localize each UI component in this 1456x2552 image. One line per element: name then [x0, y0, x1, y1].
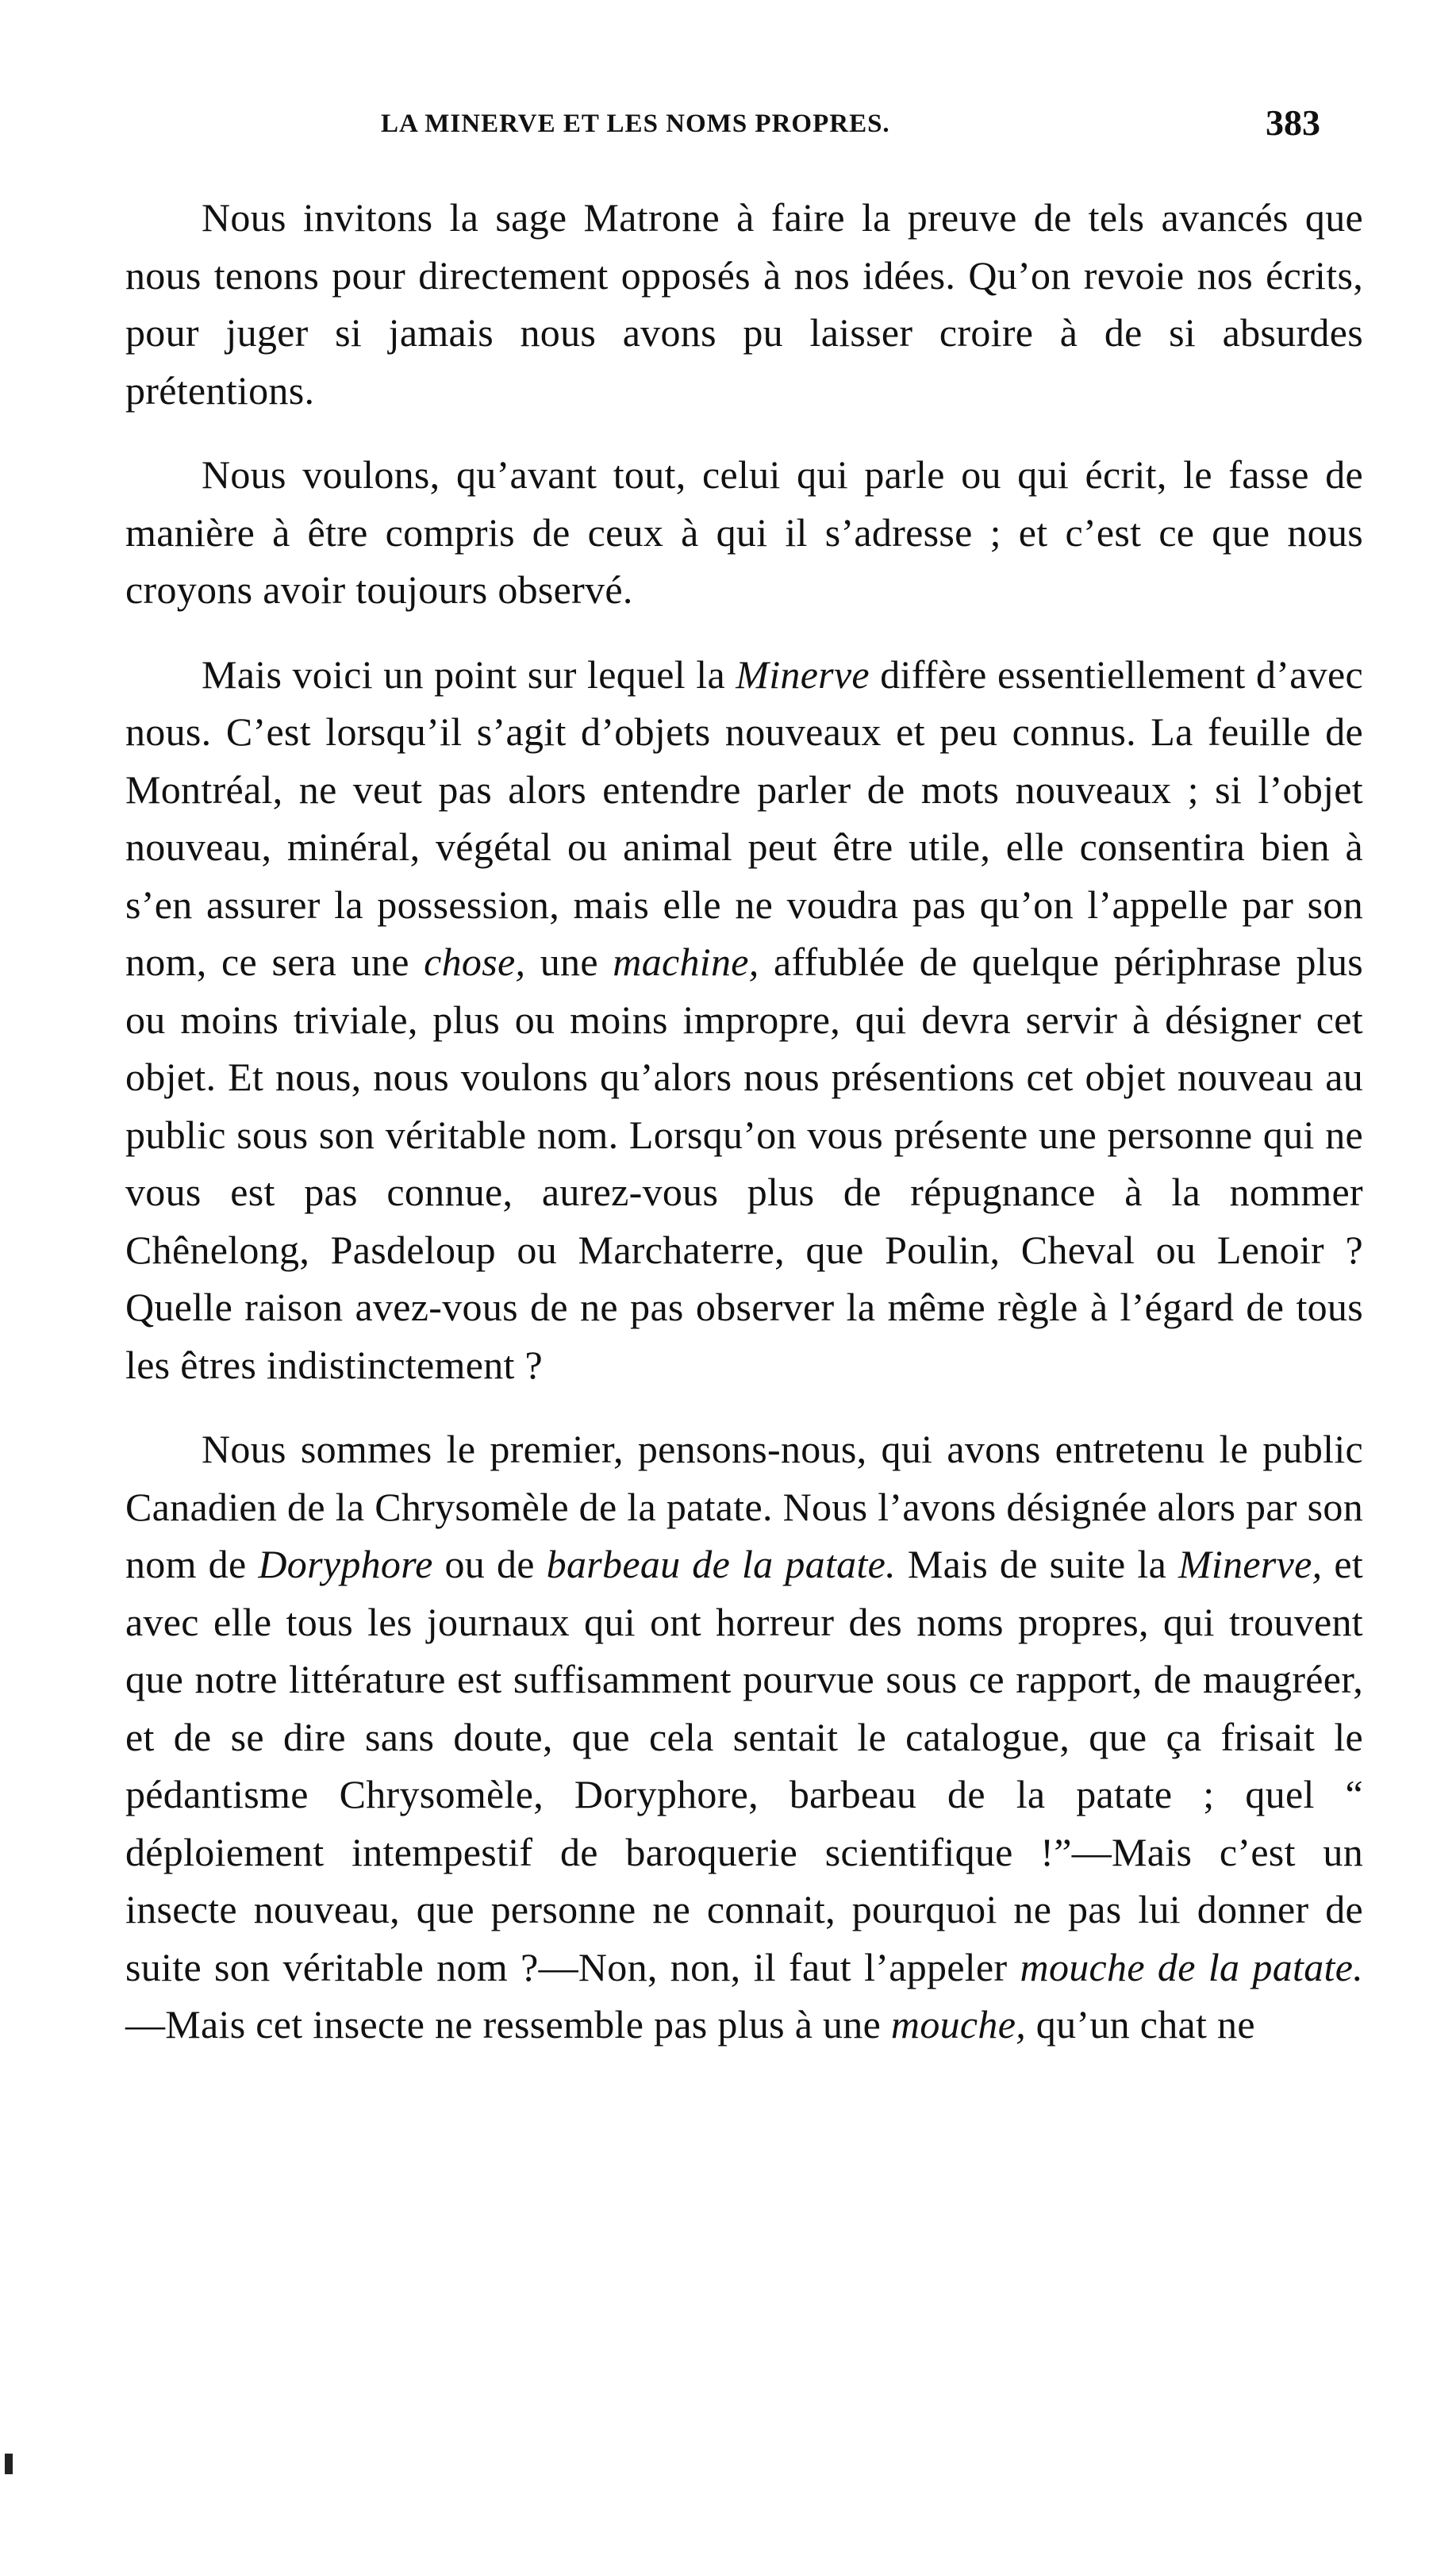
italic-term: Doryphore [258, 1542, 433, 1586]
italic-term: machine, [613, 940, 759, 984]
margin-mark [5, 2454, 13, 2474]
italic-term: Minerve [736, 651, 870, 697]
paragraph-text: Mais de suite la [895, 1542, 1178, 1586]
italic-term: barbeau de la patate. [546, 1542, 896, 1586]
italic-term: chose, [424, 940, 526, 984]
paragraph-text: et avec elle tous les journaux qui ont horreur des noms propres, qui trouvent que notre littérature est suffisamment pourvue sous ce rapport, de maugréer, et de se dire sans doute, que cela sentait le catalogue, que ça frisait le pédantisme Chrysomèle, Doryphore, barbeau de la patate ; quel “ déploiement intempestif de baroquerie scientifique !”—Mais c’est un insecte nouveau, que personne ne connait, pourquoi ne pas lui donner de suite son véritable nom ?—Non, non, il faut l’appeler [125, 1542, 1364, 1989]
paragraph-text: qu’un chat ne [1026, 2002, 1255, 2047]
paragraph-text: Mais voici un point sur lequel la [202, 651, 736, 697]
paragraph-text: une [525, 940, 613, 984]
paragraph-text: affublée de quelque périphrase plus ou moins triviale, plus ou moins impropre, qui devra servir à désigner cet objet. Et nous, nous voulons qu’alors nous présentions cet objet nouveau au public sous son véritable nom. Lorsqu’on vous présente une personne qui ne vous est pas connue, aurez-vous plus de répugnance à la nommer Chênelong, Pasdeloup ou Marchaterre, que Poulin, Cheval ou Lenoir ? Quelle raison avez-vous de ne pas observer la même règle à l’égard de tous les êtres indistinctement ? [125, 940, 1363, 1387]
italic-term: mouche, [890, 2002, 1026, 2047]
running-head: LA MINERVE ET LES NOMS PROPRES. [381, 110, 890, 138]
paragraph-text: —Mais cet insecte ne ressemble pas plus à une [125, 2002, 891, 2047]
italic-term: Minerve, [1177, 1542, 1323, 1586]
paragraph-text: Nous voulons, qu’avant tout, celui qui parle ou qui écrit, le fasse de manière à être compris de ceux à qui il s’adresse ; et c’est ce que nous croyons avoir toujours observé. [125, 452, 1363, 612]
page-number: 383 [1266, 102, 1320, 143]
paragraph-text: Nous sommes le premier, pensons-nous, qui avons entretenu le public Canadien de la Chrysomèle de la patate. Nous l’avons désignée alors par son nom de [125, 1427, 1363, 1586]
paragraph-2 [125, 446, 1363, 619]
paragraph-4 [125, 1420, 1363, 2054]
paragraph-3 [125, 646, 1363, 1394]
body-text [125, 189, 1363, 2081]
paragraph-text: ou de [432, 1542, 547, 1586]
paragraph-text: diffère essentiellement d’avec nous. C’est lorsqu’il s’agit d’objets nouveaux et peu connus. La feuille de Montréal, ne veut pas alors entendre parler de mots nouveaux ; si l’objet nouveau, minéral, végétal ou animal peut être utile, elle consentira bien à s’en assurer la possession, mais elle ne voudra pas qu’on l’appelle par son nom, ce sera une [125, 651, 1363, 984]
paragraph-1 [125, 189, 1363, 419]
paragraph-text: Nous invitons la sage Matrone à faire la preuve de tels avancés que nous tenons pour directement opposés à nos idées. Qu’on revoie nos écrits, pour juger si jamais nous avons pu laisser croire à de si absurdes prétentions. [125, 195, 1363, 413]
italic-term: mouche de la patate. [1020, 1944, 1363, 1989]
